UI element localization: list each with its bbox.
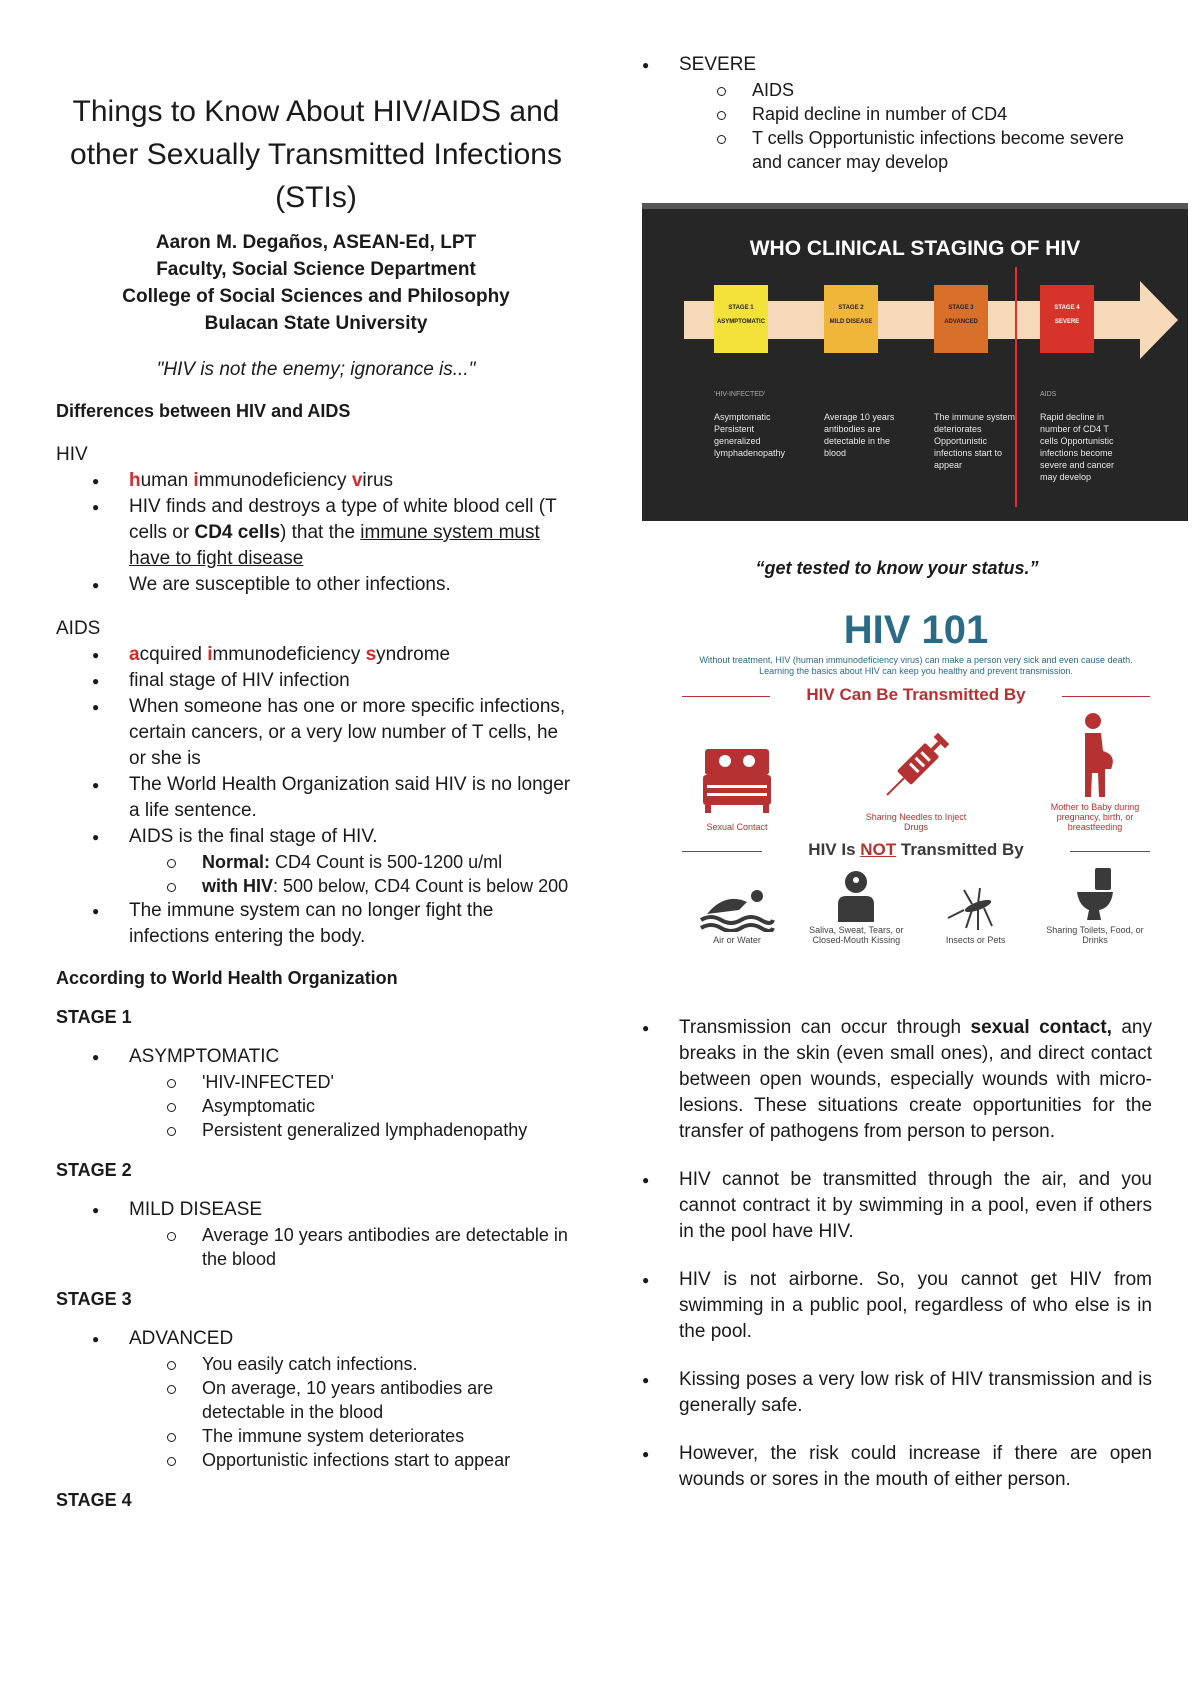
list-item: ● HIV cannot be transmitted through the air, and you cannot contract it by swimming in a pool, even if others in the pool have HIV. (606, 1167, 1152, 1245)
toilet-item (1040, 866, 1150, 945)
air-water-item (682, 886, 792, 945)
list-item: ● However, the risk could increase if there are open wounds or sores in the mouth of either person. (606, 1441, 1152, 1493)
differences-heading: Differences between HIV and AIDS (56, 401, 351, 421)
stage-box-2: STAGE 2 MILD DISEASE (824, 285, 878, 353)
hiv-list (56, 468, 576, 598)
stage-1-name: ● ASYMPTOMATIC 'HIV-INFECTED' Asymptomatic Persistent generalized lymphadenopathy (56, 1044, 576, 1142)
icon-caption: Mother to Baby during pregnancy, birth, or breastfeeding (1050, 802, 1140, 832)
saliva-item (801, 870, 911, 945)
icon-caption: Sharing Toilets, Food, or Drinks (1046, 925, 1144, 945)
stage-desc-4: AIDS Rapid decline in number of CD4 T cells Opportunistic infections become severe and cancer may develop (1040, 391, 1115, 482)
list-item: ● The World Health Organization said HIV is no longer a life sentence. (56, 772, 576, 824)
list-item: Asymptomatic (129, 1094, 576, 1118)
aids-threshold-line (1015, 267, 1017, 507)
stage-desc-2: Average 10 years antibodies are detectable in the blood (824, 412, 895, 458)
who-staging-graphic (642, 203, 1188, 521)
opening-quote: "HIV is not the enemy; ignorance is..." (156, 359, 476, 380)
author-position: Faculty, Social Science Department (156, 259, 476, 280)
list-item: ● Kissing poses a very low risk of HIV transmission and is generally safe. (606, 1367, 1152, 1419)
hiv101-subtitle: Without treatment, HIV (human immunodeficiency virus) can make a person very sick and even cause death. Learning the basics about HIV can keep you healthy and prevent transmission. (699, 655, 1133, 676)
mother-baby-item (1040, 711, 1150, 832)
list-item: Persistent generalized lymphadenopathy (129, 1118, 576, 1142)
transmission-list (606, 1015, 1152, 1493)
stage-box-4: STAGE 4 SEVERE (1040, 285, 1094, 353)
list-item: ● HIV is not airborne. So, you cannot get HIV from swimming in a public pool, regardless of who else is in the pool. (606, 1267, 1152, 1345)
list-item: You easily catch infections. (129, 1352, 576, 1376)
stage-2-title: STAGE 2 (56, 1160, 132, 1180)
list-item: 'HIV-INFECTED' (129, 1070, 576, 1094)
icon-caption: Saliva, Sweat, Tears, or Closed-Mouth Kissing (809, 925, 904, 945)
aids-label: AIDS (56, 618, 101, 639)
cd4-with-hiv: with HIV: 500 below, CD4 Count is below 200 (129, 874, 576, 898)
swimmer-icon (699, 886, 775, 932)
list-item: Average 10 years antibodies are detectable in the blood (129, 1223, 576, 1271)
who-graphic-title: WHO CLINICAL STAGING OF HIV (749, 237, 1081, 260)
stage-2-list (56, 1197, 576, 1271)
list-item: ● AIDS is the final stage of HIV. Normal: CD4 Count is 500-1200 u/ml with HIV: 500 below, CD4 Count is below 200 (56, 824, 576, 898)
list-item: Rapid decline in number of CD4 (679, 102, 1152, 126)
stage-1-title: STAGE 1 (56, 1007, 132, 1027)
hiv-acronym: ● human immunodeficiency virus (56, 468, 576, 494)
list-item: AIDS (679, 78, 1152, 102)
left-column (56, 90, 576, 1527)
bed-icon (697, 739, 777, 819)
not-transmitted-icons (682, 866, 1150, 945)
document-title: Things to Know About HIV/AIDS and other Sexually Transmitted Infections (STIs) (70, 95, 562, 214)
transmitted-heading: HIV Can Be Transmitted By (682, 685, 1150, 705)
insects-item (921, 884, 1031, 945)
not-transmitted-heading: HIV Is NOT Transmitted By (682, 840, 1150, 860)
stage-desc-3: The immune system deteriorates Opportunistic infections start to appear (934, 412, 1016, 470)
author-college: College of Social Sciences and Philosophy (122, 286, 510, 307)
transmission-section (642, 1015, 1152, 1515)
syringe-icon (873, 723, 959, 809)
hiv101-graphic (682, 600, 1150, 950)
author-block (56, 229, 576, 337)
who-heading: According to World Health Organization (56, 968, 398, 988)
icon-caption: Sexual Contact (706, 822, 768, 832)
icon-caption: Sharing Needles to Inject Drugs (865, 812, 967, 832)
stage-4-title: STAGE 4 (56, 1490, 132, 1510)
person-icon (834, 870, 878, 922)
stage-3-list (56, 1326, 576, 1472)
pregnant-woman-icon (1065, 711, 1125, 799)
hiv-finds-item: ● HIV finds and destroys a type of white blood cell (T cells or CD4 cells) that the immune system must have to fight disease (56, 494, 576, 572)
stage-3-title: STAGE 3 (56, 1289, 132, 1309)
aids-list (56, 642, 576, 950)
list-item: ● The immune system can no longer fight the infections entering the body. (56, 898, 576, 950)
tested-quote: “get tested to know your status.” (755, 558, 1039, 578)
stage-desc-1: 'HIV-INFECTED' Asymptomatic Persistent generalized lymphadenopathy (714, 391, 786, 458)
list-item: Opportunistic infections start to appear (129, 1448, 576, 1472)
stage-box-1: STAGE 1 ASYMPTOMATIC (714, 285, 768, 353)
list-item: The immune system deteriorates (129, 1424, 576, 1448)
cd4-sublist (129, 850, 576, 898)
hiv-susceptible-item: ● We are susceptible to other infections. (56, 572, 576, 598)
hiv-label: HIV (56, 444, 88, 465)
toilet-icon (1075, 866, 1115, 922)
list-item: ● When someone has one or more specific infections, certain cancers, or a very low number of T cells, he or she is (56, 694, 576, 772)
right-column (642, 52, 1152, 174)
author-university: Bulacan State University (204, 313, 428, 334)
aids-acronym: ● acquired immunodeficiency syndrome (56, 642, 576, 668)
list-item: ● final stage of HIV infection (56, 668, 576, 694)
sexual-contact-item (682, 739, 792, 832)
stage-1-list (56, 1044, 576, 1142)
needles-item (861, 723, 971, 832)
list-item: On average, 10 years antibodies are detectable in the blood (129, 1376, 576, 1424)
stage-3-name: ● ADVANCED You easily catch infections. On average, 10 years antibodies are detectable in the blood The immune system deteriorates Opportunistic infections start to appear (56, 1326, 576, 1472)
list-item: T cells Opportunistic infections become severe and cancer may develop (679, 126, 1152, 174)
list-item: ● Transmission can occur through sexual contact, any breaks in the skin (even small ones), and direct contact between open wounds, especially wounds with micro-lesions. These situations create opportunities for the transfer of pathogens from person to person. (606, 1015, 1152, 1145)
transmitted-icons (682, 711, 1150, 832)
severe-list (606, 52, 1152, 174)
hiv101-title: HIV 101 (843, 608, 989, 652)
stage-2-name: ● MILD DISEASE Average 10 years antibodies are detectable in the blood (56, 1197, 576, 1271)
icon-caption: Insects or Pets (945, 935, 1006, 945)
stage-box-3: STAGE 3 ADVANCED (934, 285, 988, 353)
icon-caption: Air or Water (713, 935, 761, 945)
arrow-head-icon (1140, 281, 1178, 359)
severe-name: ● SEVERE AIDS Rapid decline in number of CD4 T cells Opportunistic infections become severe and cancer may develop (606, 52, 1152, 174)
cd4-normal: Normal: CD4 Count is 500-1200 u/ml (129, 850, 576, 874)
mosquito-icon (944, 884, 1008, 932)
author-name: Aaron M. Degaños, ASEAN-Ed, LPT (155, 232, 477, 253)
